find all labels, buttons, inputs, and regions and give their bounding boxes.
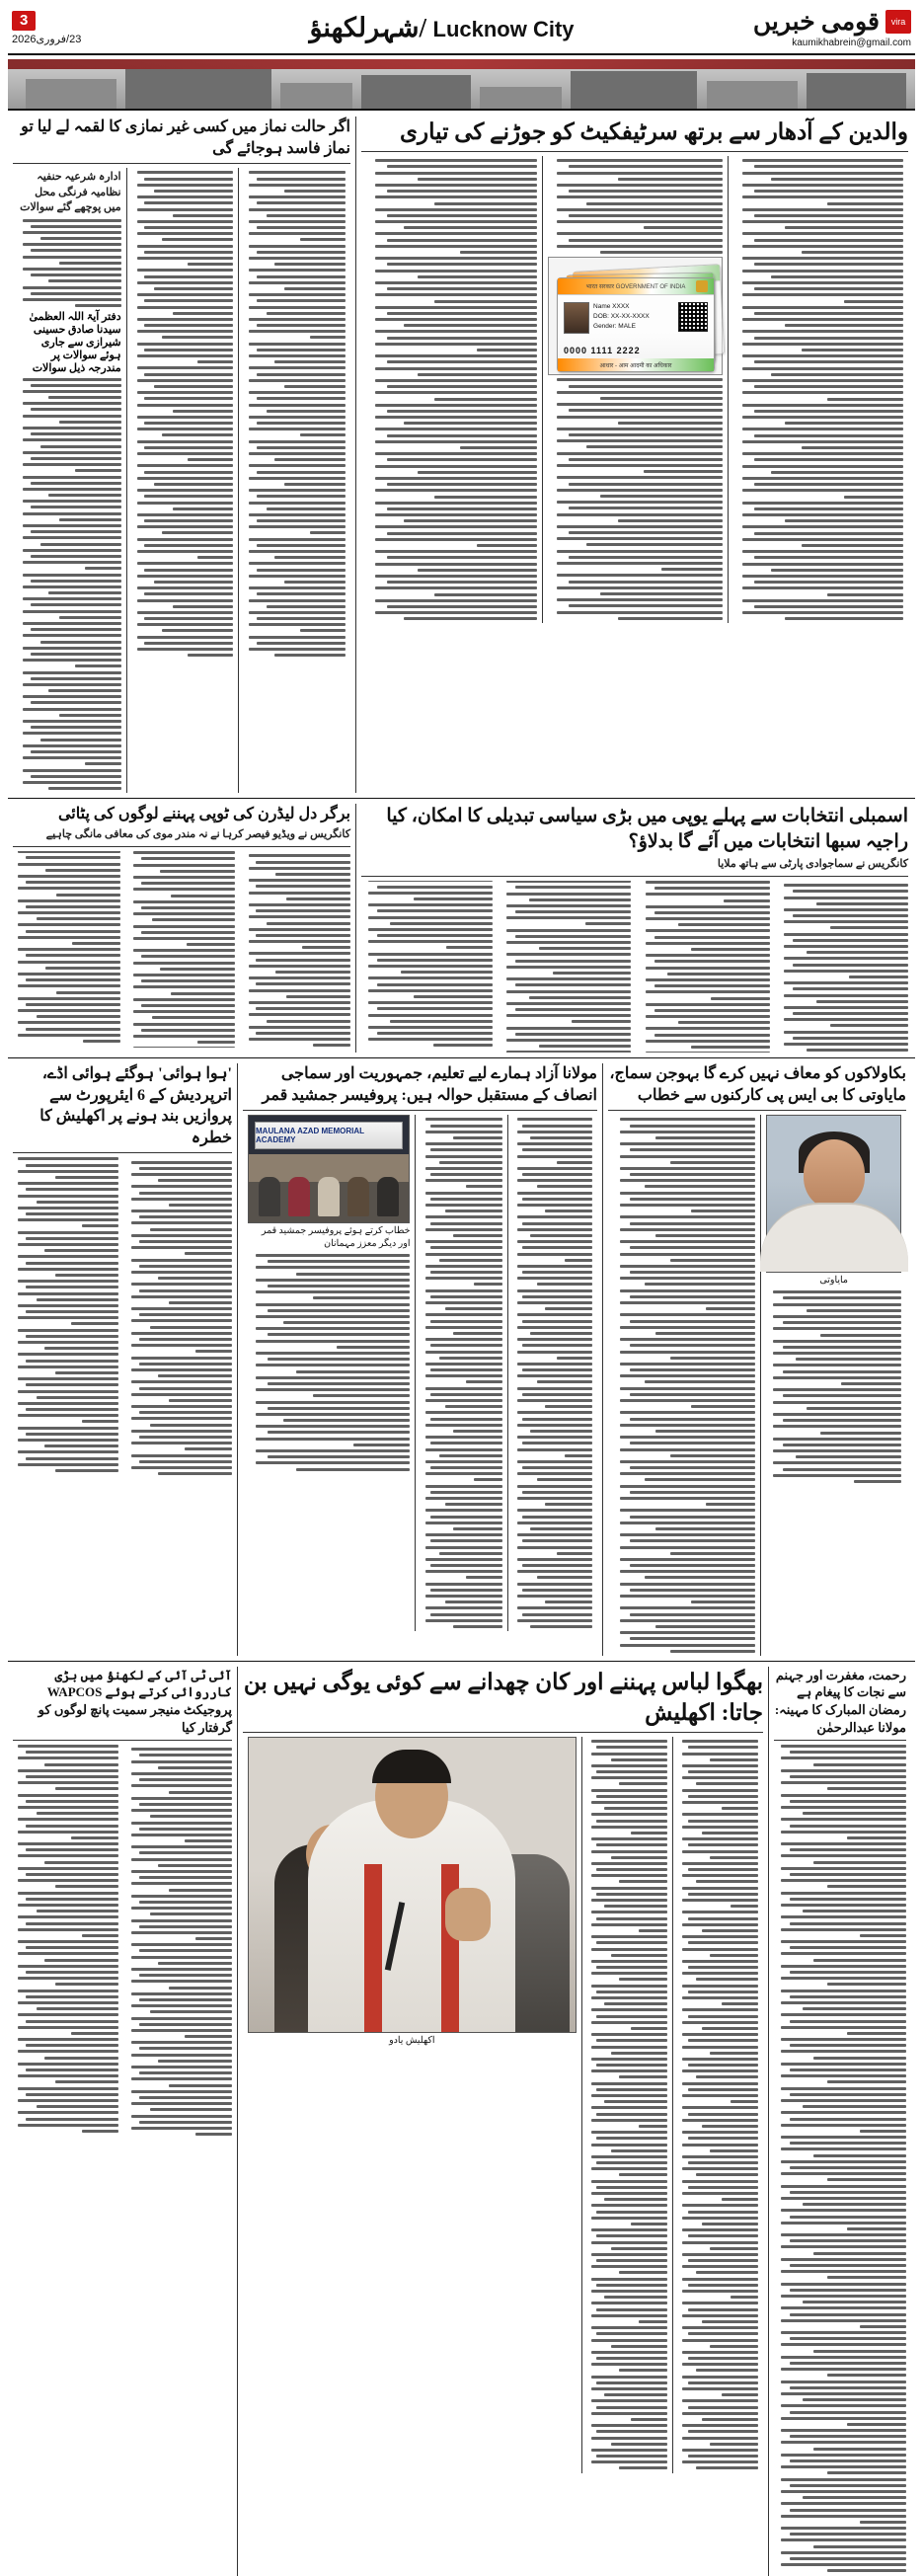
namaz-body-3: [244, 171, 346, 657]
article-mayawati: [602, 1063, 911, 1656]
akhilesh-col-2: [581, 1737, 672, 2473]
mayawati-headline: بکاولاکوں کو معاف نہیں کرے گا بہوجن سماج، مایاوتی کا بی ایس پی کارکنوں سے خطاب: [609, 1065, 906, 1104]
aadhaar-top-strip: भारत सरकार GOVERNMENT OF INDIA: [558, 278, 714, 295]
masthead: [8, 6, 915, 55]
namaz-col-3: [238, 168, 350, 793]
burger-subhead: کانگریس نے ویڈیو فیصر کرہا نے نہ مندر موی کی معافی مانگی چاہیے: [45, 827, 350, 840]
mayawati-col-photo: [760, 1115, 906, 1656]
lead-col-3: [728, 156, 908, 623]
airport-body: [13, 1157, 232, 1476]
maulana-body-3: [513, 1118, 592, 1628]
maulana-col-photo: [243, 1115, 415, 1631]
aadhaar-dob: DOB: XX-XX-XXXX: [593, 312, 650, 320]
namaz-body-1: [18, 219, 121, 308]
akhilesh-body-2: [587, 1740, 667, 2469]
article-lead: [355, 117, 913, 793]
burger-headline: برگر دل لیڈرن کی ٹوپی پہننے لوگوں کی پٹائی: [57, 806, 350, 823]
namaz-body-2: [132, 171, 234, 657]
masthead-left: [12, 11, 199, 45]
article-politics: [355, 804, 913, 1053]
namaz-headline: اگر حالت نماز میں کسی غیر نمازی کا لقمہ لے لیا تو نماز فاسد ہوجائے گی: [21, 118, 350, 157]
politics-subhead: کانگریس نے سماجوادی پارٹی سے ہاتھ ملایا: [717, 857, 908, 870]
lead-col-1: [361, 156, 542, 623]
aadhaar-photo: [564, 302, 589, 334]
lead-body-1: [366, 159, 537, 620]
politics-body: [361, 881, 908, 1053]
maulana-col-2: [415, 1115, 506, 1631]
aadhaar-number: 0000 1111 2222: [564, 346, 641, 356]
page-number: 3: [12, 11, 36, 31]
skyline-banner-image: [8, 59, 915, 111]
namaz-col-1: [13, 168, 126, 793]
akhilesh-photo-col: [243, 1737, 581, 2473]
article-burger: [8, 804, 355, 1053]
masthead-right: [684, 7, 911, 48]
akhilesh-caption: اکھلیش یادو: [389, 2035, 435, 2046]
india-emblem-icon: [696, 280, 708, 292]
akhilesh-col-3: [672, 1737, 763, 2473]
brand-name: قومی خبریں: [752, 9, 880, 36]
mayawati-col-text: [608, 1115, 760, 1656]
wapcos-headline: آئی ٹی آئی کے لکھنؤ میں بڑی کارروائی کرتے ہوئے WAPCOS پروجیکٹ منیجر سمیت پانچ لوگوں کو گرفتار کیا: [38, 1667, 232, 1735]
lead-col-2: [542, 156, 728, 623]
mayawati-photo: [766, 1115, 901, 1273]
portrait-face: [804, 1139, 865, 1209]
ramzan-body: [774, 1745, 906, 2572]
mayawati-body-1: [613, 1118, 755, 1652]
namaz-body-1b: [18, 378, 121, 791]
mayawati-body-2: [766, 1290, 901, 1483]
aadhaar-card-image: [548, 257, 723, 375]
divider-3: [8, 1661, 915, 1662]
lead-body-2: [548, 159, 723, 254]
burger-body: [13, 851, 350, 1048]
politics-headline: اسمبلی انتخابات سے پہلے یوپی میں بڑی سیاسی تبدیلی کا امکان، کیا راجیہ سبھا انتخابات میں آئے گا بدلاؤ؟: [386, 806, 908, 852]
seminar-banner-text: MAULANA AZAD MEMORIAL ACADEMY: [255, 1122, 403, 1149]
article-namaz: [8, 117, 355, 793]
maulana-headline: مولانا آزاد ہمارے لیے تعلیم، جمہوریت اور سماجی انصاف کے مستقبل حوالہ ہیں: پروفیسر جمشید قمر: [262, 1065, 597, 1104]
seminar-photo: [248, 1115, 410, 1223]
contact-email: kaumikhabrein@gmail.com: [792, 38, 911, 48]
namaz-office: دفتر آیۃ اللہ العظمیٰ سیدنا صادق حسینی شیرازی سے جاری ہوئے سوالات پر مندرجہ ذیل سوالات: [29, 311, 121, 375]
page-title-urdu: شہرلکھنؤ/: [309, 12, 427, 42]
divider-1: [8, 798, 915, 799]
airport-headline: 'ہوا ہوائی' ہوگئے ہوائی اڈے، اترپردیش کے 6 ایئرپورٹ سے پروازیں بند ہونے پر اکھلیش کا خطرہ: [39, 1065, 232, 1146]
akhilesh-body-3: [678, 1740, 758, 2469]
article-akhilesh: [237, 1667, 768, 2576]
brand-logo-icon: vira: [885, 10, 911, 34]
namaz-subhead: ادارہ شرعیہ حنفیہ نظامیہ فرنگی محل میں پوچھے گئے سوالات: [20, 171, 121, 213]
page-title-english: Lucknow City: [432, 16, 575, 41]
lead-body-3: [733, 159, 903, 620]
section-top: [8, 117, 915, 793]
aadhaar-gender: Gender: MALE: [593, 322, 637, 330]
article-maulana: [237, 1063, 602, 1656]
section-third: [8, 1063, 915, 1656]
article-ramzan: [768, 1667, 911, 2576]
divider-2: [8, 1057, 915, 1058]
maulana-col-3: [507, 1115, 597, 1631]
lead-headline: والدین کے آدھار سے برتھ سرٹیفکیٹ کو جوڑنے کی تیاری: [400, 119, 908, 144]
page-title: [199, 13, 684, 43]
namaz-col-2: [126, 168, 239, 793]
section-middle: [8, 804, 915, 1053]
aadhaar-name: Name XXXX: [593, 303, 630, 311]
portrait-body: [760, 1203, 908, 1272]
maulana-body-2: [421, 1118, 501, 1628]
seminar-caption: خطاب کرتے ہوئے پروفیسر جمشید قمر اور دیگر معزز مہمانان: [261, 1226, 411, 1250]
maulana-body-1: [248, 1254, 410, 1471]
article-wapcos: [8, 1667, 237, 2576]
lead-body-2b: [548, 378, 723, 619]
wapcos-body: [13, 1745, 232, 2138]
mayawati-caption: مایاوتی: [819, 1276, 848, 1287]
qr-code-icon: [678, 302, 708, 332]
publication-date: 23/فروری2026: [12, 33, 82, 45]
ramzan-headline: رحمت، مغفرت اور جہنم سے نجات کا پیغام ہے رمضان المبارک کا مہینہ: مولانا عبدالرحمٰن: [774, 1667, 906, 1735]
aadhaar-footer: आधार - आम आदमी का अधिकार: [558, 358, 714, 371]
akhilesh-headline: بھگوا لباس پہننے اور کان چھدانے سے کوئی یوگی نہیں بن جاتا: اکھلیش: [243, 1669, 763, 1725]
akhilesh-photo: [248, 1737, 577, 2033]
section-bottom: [8, 1667, 915, 2576]
article-airport: [8, 1063, 237, 1656]
